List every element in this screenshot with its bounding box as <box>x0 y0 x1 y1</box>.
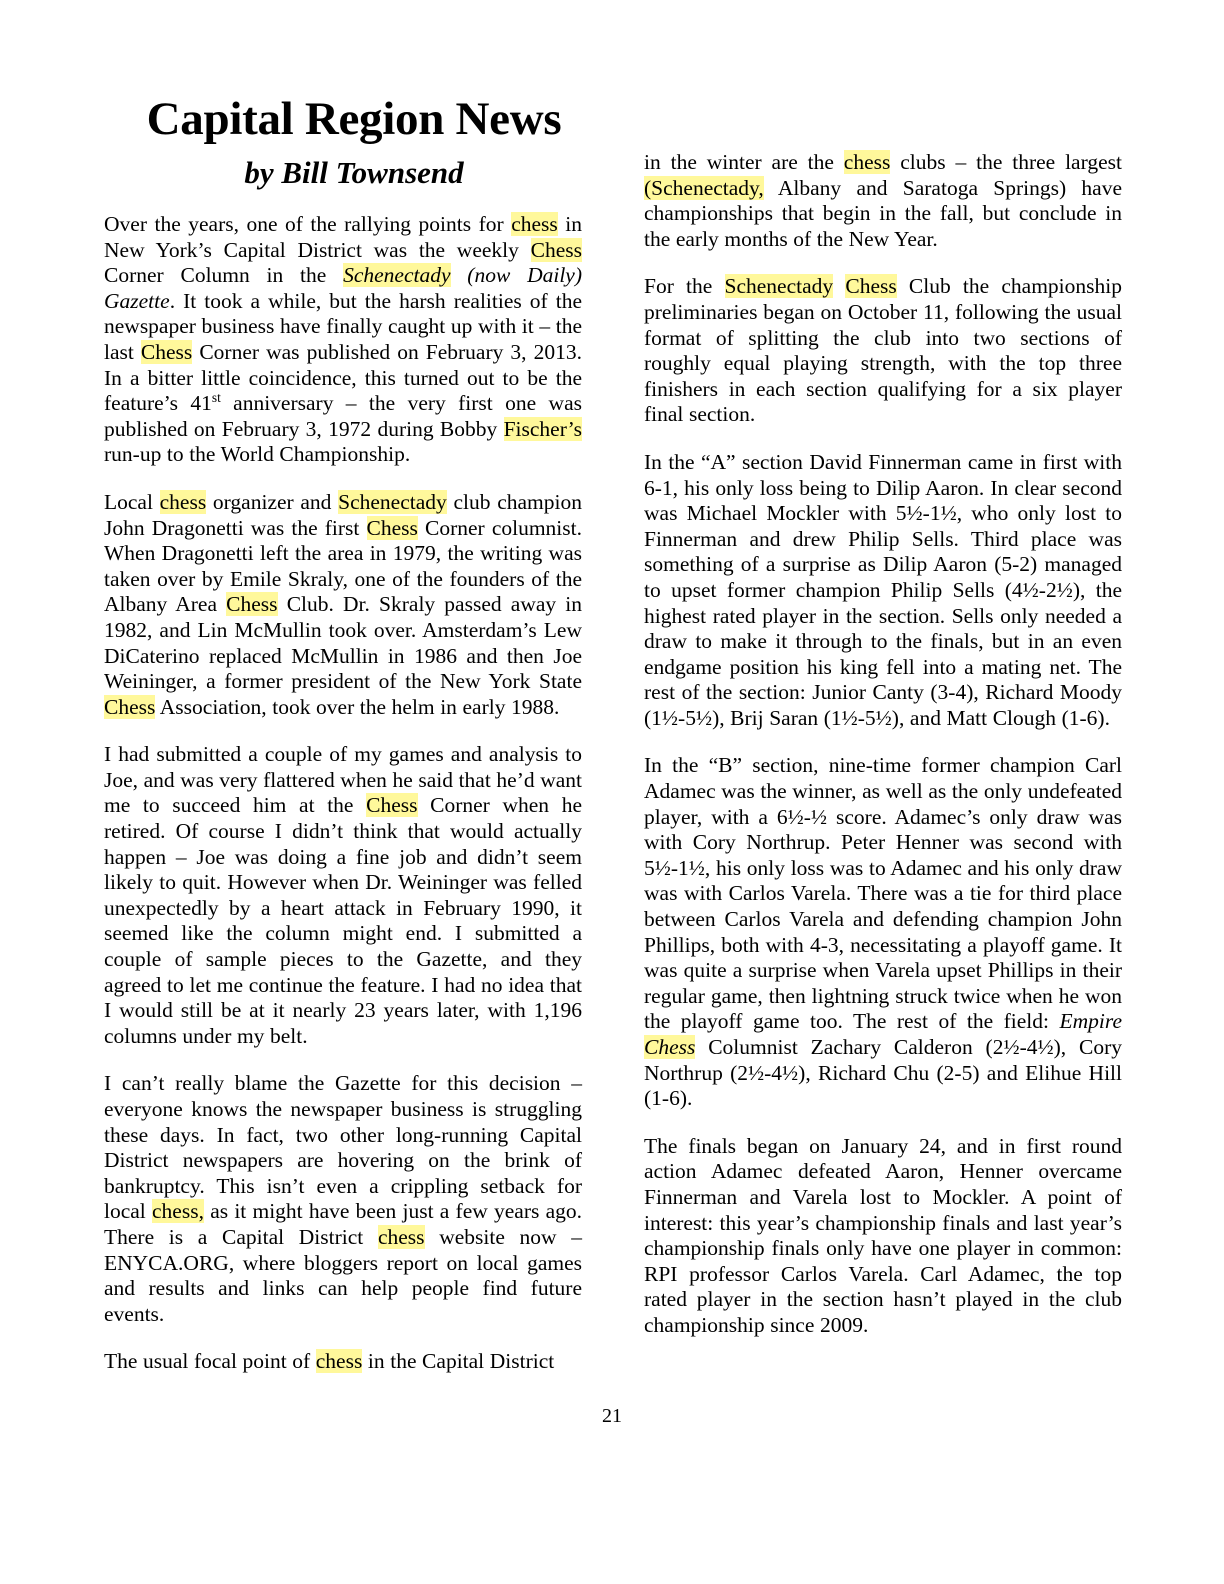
highlight-schenectady: Schenectady <box>338 489 447 514</box>
paragraph <box>104 1071 582 1327</box>
italic-empire: Empire <box>1059 1009 1122 1034</box>
paragraph <box>644 450 1122 732</box>
paragraph <box>104 1349 582 1375</box>
text-run: Over the years, one of the rallying points for <box>104 212 512 236</box>
text-run: I had submitted a couple of my games and analysis to Joe, and was very flattered when he said that he’d want me to succeed him at the <box>104 742 582 818</box>
highlight-chess: Chess <box>644 1035 696 1059</box>
page-title: Capital Region News <box>146 93 562 145</box>
text-run: club champion John Dragonetti was the first <box>104 489 582 540</box>
text-run: website now – ENYCA.ORG, where bloggers report on local games and results and links can help people find future events. <box>104 1224 582 1326</box>
highlight-chess: chess <box>511 212 558 236</box>
paragraph <box>644 274 1122 428</box>
text-run: clubs – the three largest <box>890 150 1122 174</box>
text-run: In the “A” section David Finnerman came in first with 6-1, his only loss being to Dilip Aaron. In clear second was Michael Mockler with 5½-1½, who only lost to Finnerman and drew Philip Sells. Third place was something of a surprise as Dilip Aaron (5-2) managed to upset former champion Philip Sells (4½-2½), the highest rated player in the section. Sells only needed a draw to make it through to the finals, but in an even endgame position his king fell into a mating net. The rest of the section: Junior Canty (3-4), Richard Moody (1½-5½), Brij Saran (1½-5½), and Matt Clough (1-6). <box>644 449 1122 730</box>
text-run: in New York’s Capital District was the weekly <box>104 212 582 262</box>
text-run: Corner was published on February 3, 2013. In a bitter little coincidence, this turned out to be the feature’s 41 <box>104 339 582 416</box>
text-run: Club. Dr. Skraly passed away in 1982, and Lin McMullin took over. Amsterdam’s Lew DiCaterino replaced McMullin in 1986 and then Joe Weininger, a former president of the New York State <box>104 592 582 694</box>
text-run: Albany and Saratoga Springs) have championships that begin in the fall, but conclude in the early months of the New Year. <box>644 175 1122 251</box>
text-run: In the “B” section, nine-time former champion Carl Adamec was the winner, as well as the only undefeated player, with a 6½-½ score. Adamec’s only draw was with Cory Northrup. Peter Henner was second with 5½-1½, his only loss was to Adamec and his only draw was with Carlos Varela. There was a tie for third place between Carlos Varela and defending champion John Phillips, both with 4-3, necessitating a playoff game. It was quite a surprise when Varela upset Phillips in their regular game, then lightning struck twice when he won the playoff game too. The rest of the field: <box>644 753 1122 1034</box>
text-run: Corner columnist. When Dragonetti left the area in 1979, the writing was taken over by Emile Skraly, one of the founders of the Albany Area <box>104 515 582 617</box>
right-column <box>644 150 1122 1339</box>
text-run: Columnist Zachary Calderon (2½-4½), Cory Northrup (2½-4½), Richard Chu (2-5) and Elihue Hill (1-6). <box>644 1035 1122 1111</box>
highlight-chess: Chess <box>226 592 278 617</box>
highlight-schenectady: Schenectady <box>343 263 451 288</box>
paragraph <box>644 753 1122 1111</box>
text-run: organizer and <box>206 489 339 514</box>
highlight-chess: chess <box>377 1224 425 1249</box>
highlight-chess: Chess <box>366 793 418 818</box>
highlight-chess: Chess <box>845 274 897 299</box>
highlight-chess: Chess <box>140 339 193 364</box>
paragraph <box>104 212 582 468</box>
text-run: Association, took over the helm in early 1988. <box>155 694 560 719</box>
text-run: Corner Column in the <box>104 263 344 288</box>
highlight-chess: chess <box>843 150 891 174</box>
text-run: The finals began on January 24, and in first round action Adamec defeated Aaron, Henner overcame Finnerman and Varela lost to Mockler. A point of interest: this year’s championship finals and last year’s championship finals only have one player in common: RPI professor Carlos Varela. Carl Adamec, the top rated player in the section hasn’t played in the club championship since 2009. <box>644 1133 1122 1337</box>
text-run <box>833 274 845 298</box>
text-run: in the Capital District <box>362 1349 555 1374</box>
text-run: as it might have been just a few years ago. There is a Capital District <box>104 1199 582 1249</box>
left-column <box>104 212 582 1375</box>
highlight-schenectady: (Schenectady, <box>644 175 764 200</box>
ordinal-suffix: st <box>211 390 221 405</box>
highlight-chess: chess <box>315 1349 363 1374</box>
text-run: run-up to the World Championship. <box>104 442 411 467</box>
highlight-chess: chess, <box>152 1199 204 1224</box>
highlight-chess: chess <box>159 489 207 514</box>
paragraph <box>644 150 1122 252</box>
text-run: in the winter are the <box>644 150 844 174</box>
byline: by Bill Townsend <box>244 155 464 190</box>
masthead <box>104 93 604 190</box>
text-run: Club the championship preliminaries began on October 11, following the usual format of splitting the club into two sections of roughly equal playing strength, with the top three finishers in each section qualifying for a six player final section. <box>644 274 1122 427</box>
highlight-schenectady: Schenectady <box>724 274 834 299</box>
italic-run: (now Daily) Gazette <box>104 263 583 313</box>
text-run: Corner when he retired. Of course I didn’t think that would actually happen – Joe was doing a fine job and didn’t seem likely to quit. However when Dr. Weininger was felled unexpectedly by a heart attack in February 1990, it seemed like the column might end. I submitted a couple of sample pieces to the Gazette, and they agreed to let me continue the feature. I had no idea that I would still be at it nearly 23 years later, with 1,196 columns under my belt. <box>104 793 582 1048</box>
text-run: . It took a while, but the harsh realities of the newspaper business have finally caught up with it – the last <box>104 288 582 364</box>
text-run: For the <box>644 274 725 299</box>
page-number: 21 <box>602 1405 622 1427</box>
paragraph <box>644 1134 1122 1339</box>
text-run: I can’t really blame the Gazette for this decision – everyone knows the newspaper business is struggling these days. In fact, two other long-running Capital District newspapers are hovering on the brink of bankruptcy. This isn’t even a crippling setback for local <box>104 1071 582 1224</box>
text-run: Local <box>104 489 160 514</box>
highlight-chess: Chess <box>530 237 582 262</box>
paragraph <box>104 490 582 720</box>
text-run: The usual focal point of <box>104 1349 316 1374</box>
paragraph <box>104 742 582 1049</box>
text-run: anniversary – the very first one was published on February 3, 1972 during Bobby <box>104 391 582 441</box>
highlight-fischers: Fischer’s <box>503 416 582 441</box>
highlight-chess: Chess <box>104 694 156 719</box>
highlight-chess: Chess <box>366 515 418 540</box>
